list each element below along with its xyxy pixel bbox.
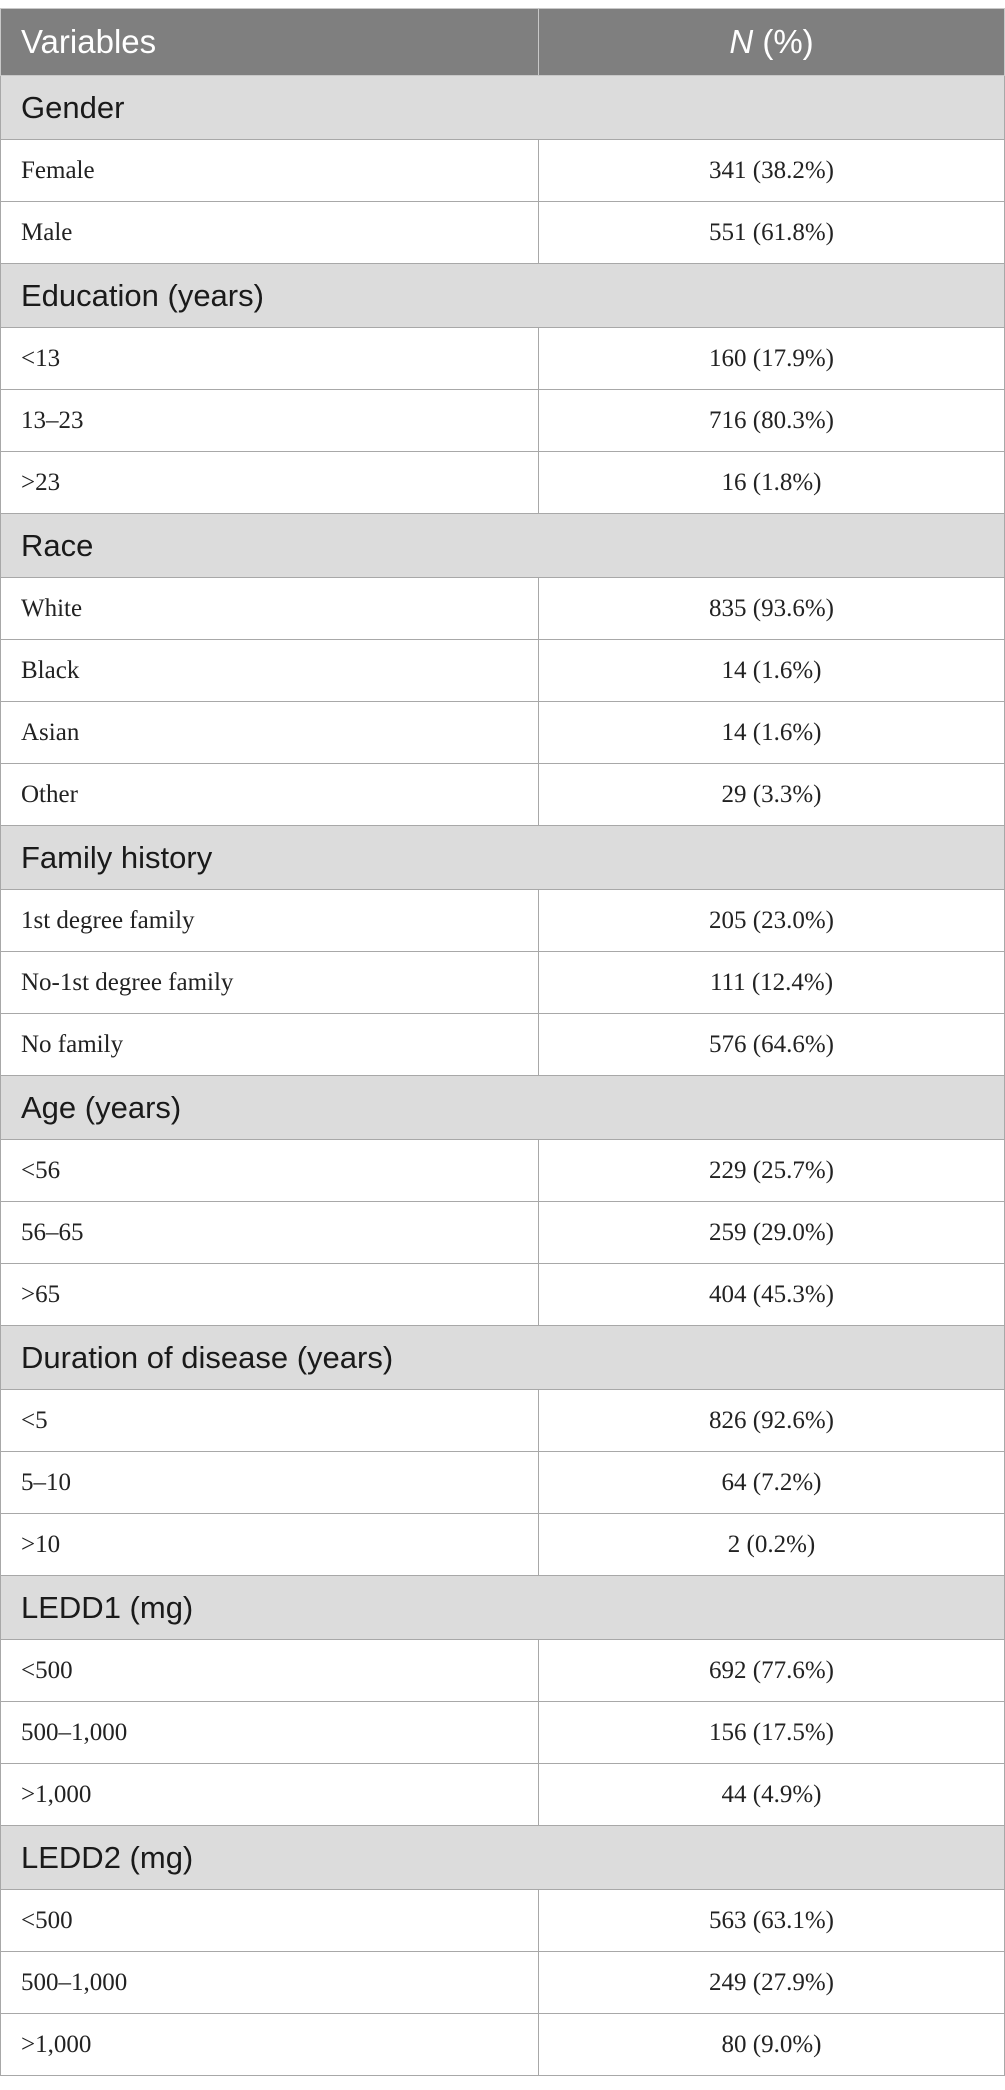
table-row [1,702,1005,764]
group-header-row [1,1076,1005,1140]
header-n: N [729,23,754,60]
row-label: Asian [1,702,539,764]
row-value: 249 (27.9%) [539,1952,1005,2014]
row-label: <500 [1,1890,539,1952]
row-value: 44 (4.9%) [539,1764,1005,1826]
group-label: Family history [1,826,1005,890]
row-label: >1,000 [1,1764,539,1826]
group-label: LEDD2 (mg) [1,1826,1005,1890]
table-row [1,952,1005,1014]
row-label: >10 [1,1514,539,1576]
row-label: 500–1,000 [1,1952,539,2014]
group-header-row [1,1826,1005,1890]
row-value: 80 (9.0%) [539,2014,1005,2076]
group-label: Race [1,514,1005,578]
table-row [1,202,1005,264]
row-label: 56–65 [1,1202,539,1264]
group-header-row [1,264,1005,328]
row-value: 692 (77.6%) [539,1640,1005,1702]
row-value: 826 (92.6%) [539,1390,1005,1452]
row-label: Other [1,764,539,826]
row-value: 29 (3.3%) [539,764,1005,826]
row-value: 576 (64.6%) [539,1014,1005,1076]
row-label: No-1st degree family [1,952,539,1014]
row-label: White [1,578,539,640]
row-value: 716 (80.3%) [539,390,1005,452]
table-row [1,140,1005,202]
table-row [1,1202,1005,1264]
row-label: >1,000 [1,2014,539,2076]
table-row [1,390,1005,452]
row-label: 500–1,000 [1,1702,539,1764]
table-row [1,1140,1005,1202]
table-row [1,1702,1005,1764]
group-label: Duration of disease (years) [1,1326,1005,1390]
row-value: 156 (17.5%) [539,1702,1005,1764]
group-header-row [1,826,1005,890]
row-label: No family [1,1014,539,1076]
header-percent: (%) [753,23,814,60]
row-label: Black [1,640,539,702]
group-label: LEDD1 (mg) [1,1576,1005,1640]
row-value: 341 (38.2%) [539,140,1005,202]
row-value: 563 (63.1%) [539,1890,1005,1952]
table-row [1,1514,1005,1576]
row-label: >23 [1,452,539,514]
table-row [1,640,1005,702]
row-label: Female [1,140,539,202]
table-row [1,764,1005,826]
row-value: 404 (45.3%) [539,1264,1005,1326]
header-n-percent [539,9,1005,76]
table-row [1,1764,1005,1826]
group-header-row [1,1326,1005,1390]
header-row [1,9,1005,76]
row-value: 16 (1.8%) [539,452,1005,514]
table-row [1,1390,1005,1452]
row-label: 1st degree family [1,890,539,952]
group-header-row [1,76,1005,140]
row-label: Male [1,202,539,264]
row-label: 5–10 [1,1452,539,1514]
table-row [1,1640,1005,1702]
table-row [1,328,1005,390]
table-body [1,76,1005,2076]
table-row [1,890,1005,952]
header-variables: Variables [1,9,539,76]
row-value: 14 (1.6%) [539,702,1005,764]
table-row [1,578,1005,640]
row-label: <56 [1,1140,539,1202]
table-row [1,2014,1005,2076]
demographics-table [0,8,1005,2076]
row-label: >65 [1,1264,539,1326]
table-row [1,452,1005,514]
row-value: 160 (17.9%) [539,328,1005,390]
demographics-table-container [0,8,1005,2076]
table-header [1,9,1005,76]
table-row [1,1952,1005,2014]
group-header-row [1,1576,1005,1640]
row-value: 64 (7.2%) [539,1452,1005,1514]
table-row [1,1014,1005,1076]
table-row [1,1452,1005,1514]
row-value: 259 (29.0%) [539,1202,1005,1264]
row-value: 205 (23.0%) [539,890,1005,952]
row-label: <500 [1,1640,539,1702]
row-value: 111 (12.4%) [539,952,1005,1014]
row-label: <5 [1,1390,539,1452]
row-label: 13–23 [1,390,539,452]
row-value: 229 (25.7%) [539,1140,1005,1202]
table-row [1,1890,1005,1952]
row-value: 2 (0.2%) [539,1514,1005,1576]
table-row [1,1264,1005,1326]
row-label: <13 [1,328,539,390]
row-value: 14 (1.6%) [539,640,1005,702]
row-value: 835 (93.6%) [539,578,1005,640]
group-label: Age (years) [1,1076,1005,1140]
row-value: 551 (61.8%) [539,202,1005,264]
group-header-row [1,514,1005,578]
group-label: Gender [1,76,1005,140]
group-label: Education (years) [1,264,1005,328]
